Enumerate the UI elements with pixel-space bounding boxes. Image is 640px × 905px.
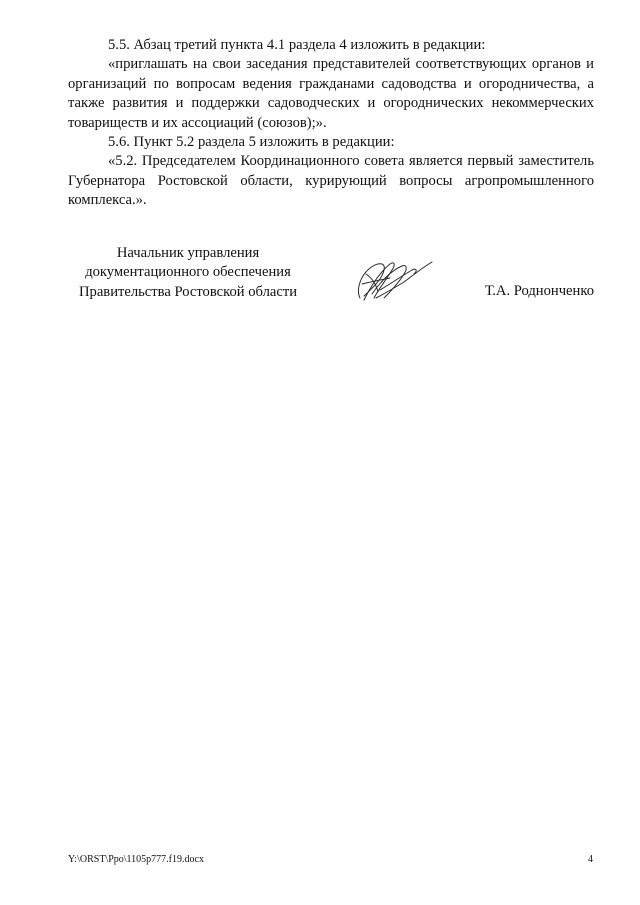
paragraph-5-5-heading: 5.5. Абзац третий пункта 4.1 раздела 4 изложить в редакции: (108, 37, 486, 53)
footer-file-path: Y:\ORST\Ppo\1105p777.f19.docx (68, 854, 204, 865)
signatory-title-line: документационного обеспечения (85, 264, 291, 281)
signatory-title-line: Правительства Ростовской области (78, 283, 298, 300)
signatory-title (68, 244, 308, 302)
paragraph-5-6-heading: 5.6. Пункт 5.2 раздела 5 изложить в редакции: (108, 134, 395, 151)
signature-block (68, 244, 594, 314)
paragraph-5-5-text: «приглашать на свои заседания представителей соответствующих органов и организаций по вопросам ведения гражданами садоводства и огородничества, а также развития и поддержки садоводческих и огороднических некоммерческих товариществ и их ассоциаций (союзов);». (68, 56, 594, 131)
handwritten-signature (350, 254, 436, 306)
paragraph-5-6-text: «5.2. Председателем Координационного совета является первый заместитель Губернатора Ростовской области, курирующий вопросы агропромышленного комплекса.». (68, 153, 594, 209)
signatory-name: Т.А. Роднонченко (484, 283, 594, 299)
page-number: 4 (588, 854, 593, 865)
signatory-title-line: Начальник управления (116, 245, 260, 261)
document-body (68, 36, 594, 211)
